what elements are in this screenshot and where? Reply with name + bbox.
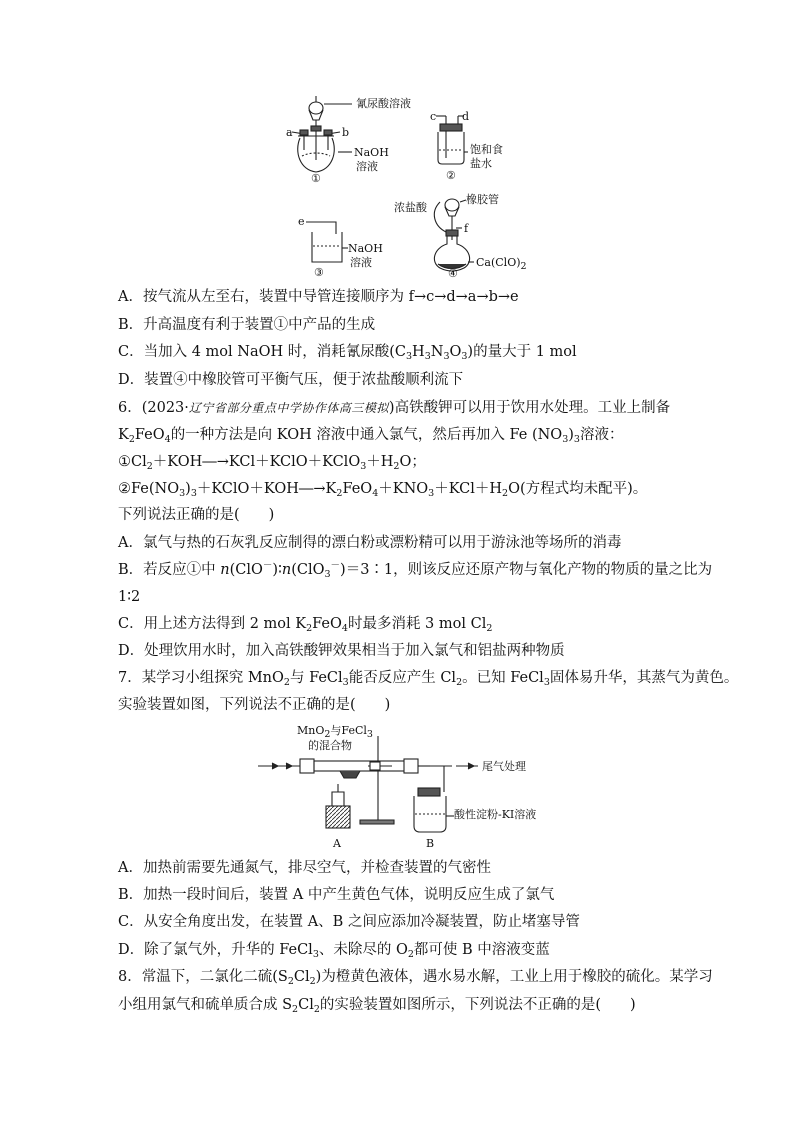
label-rubber-tube: 橡胶管 (466, 193, 499, 206)
q6-option-d: D．处理饮用水时，加入高铁酸钾效果相当于加入氯气和铝盐两种物质 (118, 643, 565, 659)
q5-option-a: A．按气流从左至右，装置中导管连接顺序为 f→c→d→a→b→e (118, 289, 519, 305)
q5-option-c: C．当加入 4 mol NaOH 时，消耗氰尿酸$(C_3H_3N_3O_3)$的量大于 1 mol (118, 344, 577, 362)
q6-stem-line2: $K_2FeO_4$的一种方法是向 KOH 溶液中通入氯气，然后再加入 Fe $(NO_3)_3$溶液： (118, 427, 624, 445)
q7-stem-line1: 7．某学习小组探究 MnO$_2$与 FeCl$_3$能否反应产生 $Cl_2$。已知 FeCl$_3$固体易升华，其蒸气为黄色。 (118, 670, 739, 688)
q6-equation-1: $①Cl_2+KOH―\to KCl+KClO+KClO_3+H_2O$； (118, 454, 426, 472)
q8-stem-line1: 8．常温下，二氯化二硫$(S_2Cl_2)$为橙黄色液体，遇水易水解，工业上用于橡胶的硫化。某学习 (118, 969, 713, 987)
label-apparatus-a: A (333, 837, 341, 850)
q7-option-a: A．加热前需要先通氮气，排尽空气，并检查装置的气密性 (118, 860, 491, 876)
label-solution-1: 溶液 (356, 160, 378, 173)
label-b: b (342, 126, 350, 139)
label-ca-clo2: $Ca(ClO)_2$ (476, 256, 527, 272)
q8-stem-line2: 小组用氯气和硫单质合成 $S_2Cl_2$的实验装置如图所示，下列说法不正确的是( ) (118, 997, 636, 1015)
q7-option-b: B．加热一段时间后，装置 A 中产生黄色气体，说明反应生成了氯气 (118, 887, 555, 903)
label-apparatus-1: ① (311, 172, 321, 185)
q7-option-c: C．从安全角度出发，在装置 A、B 之间应添加冷凝装置，防止堵塞导管 (118, 914, 580, 930)
apparatus-figure-q5 (0, 0, 794, 290)
label-ki-solution: 酸性淀粉-KI溶液 (454, 808, 537, 821)
label-f: f (464, 222, 469, 235)
q5-option-b: B．升高温度有利于装置①中产品的生成 (118, 317, 376, 333)
q6-equation-2: $②Fe(NO_3)_3+KClO+KOH―\to K_2FeO_4+KNO_3+KCl+H_2O$(方程式均未配平)。 (118, 481, 648, 499)
label-apparatus-4: ④ (448, 267, 458, 280)
label-d: d (462, 110, 470, 123)
label-naoh-1: NaOH (354, 146, 389, 159)
label-brine-2: 盐水 (470, 157, 492, 170)
q6-question: 下列说法正确的是( ) (118, 507, 275, 523)
label-naoh-3: NaOH (348, 242, 383, 255)
q7-stem-line2: 实验装置如图，下列说法不正确的是( ) (118, 697, 391, 713)
label-e: e (298, 215, 305, 228)
label-apparatus-2: ② (446, 169, 456, 182)
label-apparatus-b: B (426, 837, 435, 850)
q6-option-c: C．用上述方法得到 2 mol $K_2FeO_4$时最多消耗 3 mol $Cl_2$ (118, 616, 493, 634)
q5-option-d: D．装置④中橡胶管可平衡气压，便于浓盐酸顺利流下 (118, 372, 464, 388)
label-c: c (430, 110, 437, 123)
label-conc-hcl: 浓盐酸 (394, 201, 427, 214)
label-tail-gas: 尾气处理 (482, 760, 526, 773)
label-mixture: 的混合物 (308, 739, 352, 752)
apparatus-figure-q7 (0, 716, 794, 876)
label-brine-1: 饱和食 (470, 143, 503, 156)
label-apparatus-3: ③ (314, 266, 324, 279)
label-a: a (286, 126, 293, 139)
q6-option-a: A．氯气与热的石灰乳反应制得的漂白粉或漂粉精可以用于游泳池等场所的消毒 (118, 535, 622, 551)
label-cyanuric-acid: 氰尿酸溶液 (356, 97, 411, 110)
label-mno2-fecl3: MnO$_2$与FeCl$_3$ (297, 724, 373, 740)
q6-stem-line1: 6．(2023·辽宁省部分重点中学协作体高三模拟)高铁酸钾可以用于饮用水处理。工业上制备 (118, 400, 671, 416)
q7-option-d: D．除了氯气外，升华的 FeCl$_3$、未除尽的 $O_2$都可使 B 中溶液变蓝 (118, 942, 550, 960)
q6-option-b: B．若反应①中 n(ClO－)∶n(ClO$_3$－)＝3∶1，则该反应还原产物与氧化产物的物质的量之比为 (118, 560, 713, 580)
q6-option-b-cont: 1∶2 (118, 589, 141, 605)
label-solution-3: 溶液 (350, 256, 372, 269)
